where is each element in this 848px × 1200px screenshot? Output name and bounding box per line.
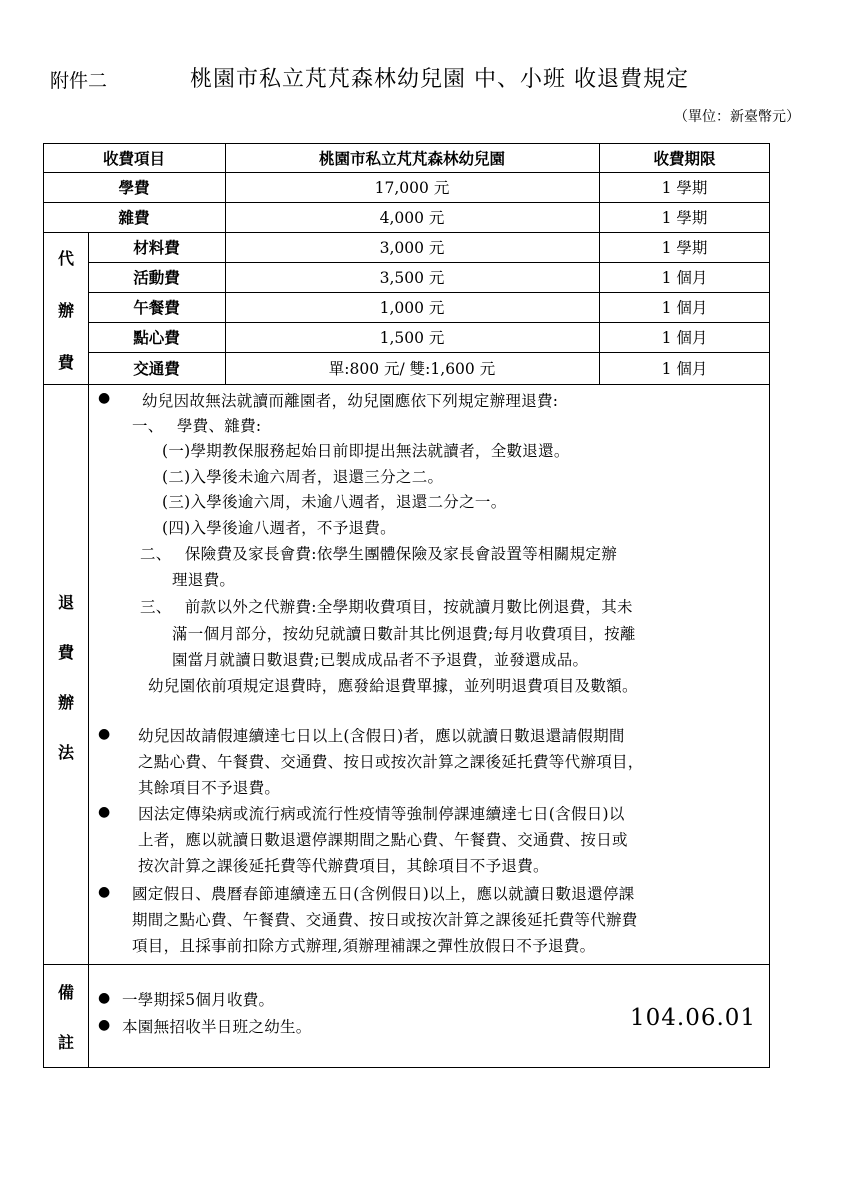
row-divider: [43, 964, 770, 965]
agency-fee-label-2: 辦: [57, 301, 74, 320]
refund-line: 一、 學費、雜費:: [132, 417, 262, 435]
refund-line: 按次計算之課後延托費等代辦費項目，其餘項目不予退費。: [138, 857, 549, 875]
refund-line: (三)入學後逾六周，未逾八週者，退還二分之一。: [162, 493, 507, 511]
activity-fee-amount: 3,500 元: [379, 269, 445, 287]
agency-fee-label-1: 代: [57, 249, 74, 268]
bullet-icon: ●: [98, 804, 111, 820]
refund-label-1: 退: [57, 593, 74, 612]
material-fee-label: 材料費: [133, 238, 180, 257]
header-period: 收費期限: [653, 148, 716, 168]
tuition-amount: 17,000 元: [374, 179, 450, 197]
refund-line: (四)入學後逾八週者，不予退費。: [162, 519, 396, 537]
notes-label-2: 註: [57, 1033, 74, 1052]
refund-line: 滿一個月部分，按幼兒就讀日數計其比例退費;每月收費項目，按離: [172, 625, 636, 643]
snack-fee-label: 點心費: [133, 328, 180, 347]
refund-line: 園當月就讀日數退費;已製成成品者不予退費，並發還成品。: [172, 651, 589, 669]
refund-line: (二)入學後未逾六周者，退還三分之二。: [162, 468, 444, 486]
refund-line: 國定假日、農曆春節連續達五日(含例假日)以上，應以就讀日數退還停課: [132, 885, 635, 903]
refund-label-3: 辦: [57, 693, 74, 712]
notes-label-1: 備: [57, 983, 74, 1002]
refund-line: 幼兒園依前項規定退費時，應發給退費單據，並列明退費項目及數額。: [148, 677, 638, 695]
unit-note: （單位：新臺幣元）: [674, 109, 800, 125]
bullet-icon: ●: [98, 390, 111, 406]
refund-line: (一)學期教保服務起始日前即提出無法就讀者，全數退還。: [162, 442, 570, 460]
snack-fee-period: 1 個月: [661, 329, 708, 347]
transport-fee-amount: 單:800 元/ 雙:1,600 元: [328, 360, 496, 378]
note-item: 本園無招收半日班之幼生。: [122, 1018, 312, 1036]
refund-line: 上者，應以就讀日數退還停課期間之點心費、午餐費、交通費、按日或: [138, 831, 628, 849]
activity-fee-label: 活動費: [133, 268, 180, 287]
lunch-fee-label: 午餐費: [133, 298, 180, 317]
misc-fee-period: 1 學期: [661, 209, 708, 227]
header-school: 桃園市私立芃芃森林幼兒園: [318, 148, 505, 168]
refund-label-2: 費: [57, 643, 74, 662]
document-date: 104.06.01: [630, 1005, 757, 1031]
note-item: 一學期採5個月收費。: [122, 991, 275, 1009]
tuition-label: 學費: [118, 178, 150, 197]
refund-line: 二、 保險費及家長會費:依學生團體保險及家長會設置等相關規定辦: [140, 545, 618, 563]
bullet-icon: ●: [98, 1017, 111, 1033]
tuition-period: 1 學期: [661, 179, 708, 197]
transport-fee-period: 1 個月: [661, 360, 708, 378]
transport-fee-label: 交通費: [133, 359, 180, 378]
bullet-icon: ●: [98, 990, 111, 1006]
refund-line: 幼兒因故請假連續達七日以上(含假日)者，應以就讀日數退還請假期間: [138, 727, 625, 745]
refund-line: 項目，且採事前扣除方式辦理,須辦理補課之彈性放假日不予退費。: [132, 937, 596, 955]
activity-fee-period: 1 個月: [661, 269, 708, 287]
attachment-label: 附件二: [50, 70, 108, 92]
refund-line: 期間之點心費、午餐費、交通費、按日或按次計算之課後延托費等代辦費: [132, 911, 638, 929]
refund-line: 其餘項目不予退費。: [138, 779, 281, 797]
refund-line: 因法定傳染病或流行病或流行性疫情等強制停課連續達七日(含假日)以: [138, 805, 625, 823]
agency-fee-label-3: 費: [57, 353, 74, 372]
refund-line: 理退費。: [172, 571, 236, 589]
refund-line: 幼兒因故無法就讀而離園者，幼兒園應依下列規定辦理退費:: [142, 392, 559, 410]
bullet-icon: ●: [98, 726, 111, 742]
misc-fee-amount: 4,000 元: [379, 209, 445, 227]
header-item: 收費項目: [102, 148, 165, 168]
bullet-icon: ●: [98, 884, 111, 900]
page-title: 桃園市私立芃芃森林幼兒園 中、小班 收退費規定: [190, 67, 689, 92]
misc-fee-label: 雜費: [118, 208, 150, 227]
row-divider: [43, 384, 770, 385]
material-fee-amount: 3,000 元: [379, 239, 445, 257]
refund-line: 之點心費、午餐費、交通費、按日或按次計算之課後延托費等代辦項目，: [138, 753, 644, 771]
refund-line: 三、 前款以外之代辦費:全學期收費項目，按就讀月數比例退費，其未: [140, 598, 633, 616]
material-fee-period: 1 學期: [661, 239, 708, 257]
refund-label-4: 法: [57, 743, 74, 762]
snack-fee-amount: 1,500 元: [379, 329, 445, 347]
lunch-fee-period: 1 個月: [661, 299, 708, 317]
lunch-fee-amount: 1,000 元: [379, 299, 445, 317]
